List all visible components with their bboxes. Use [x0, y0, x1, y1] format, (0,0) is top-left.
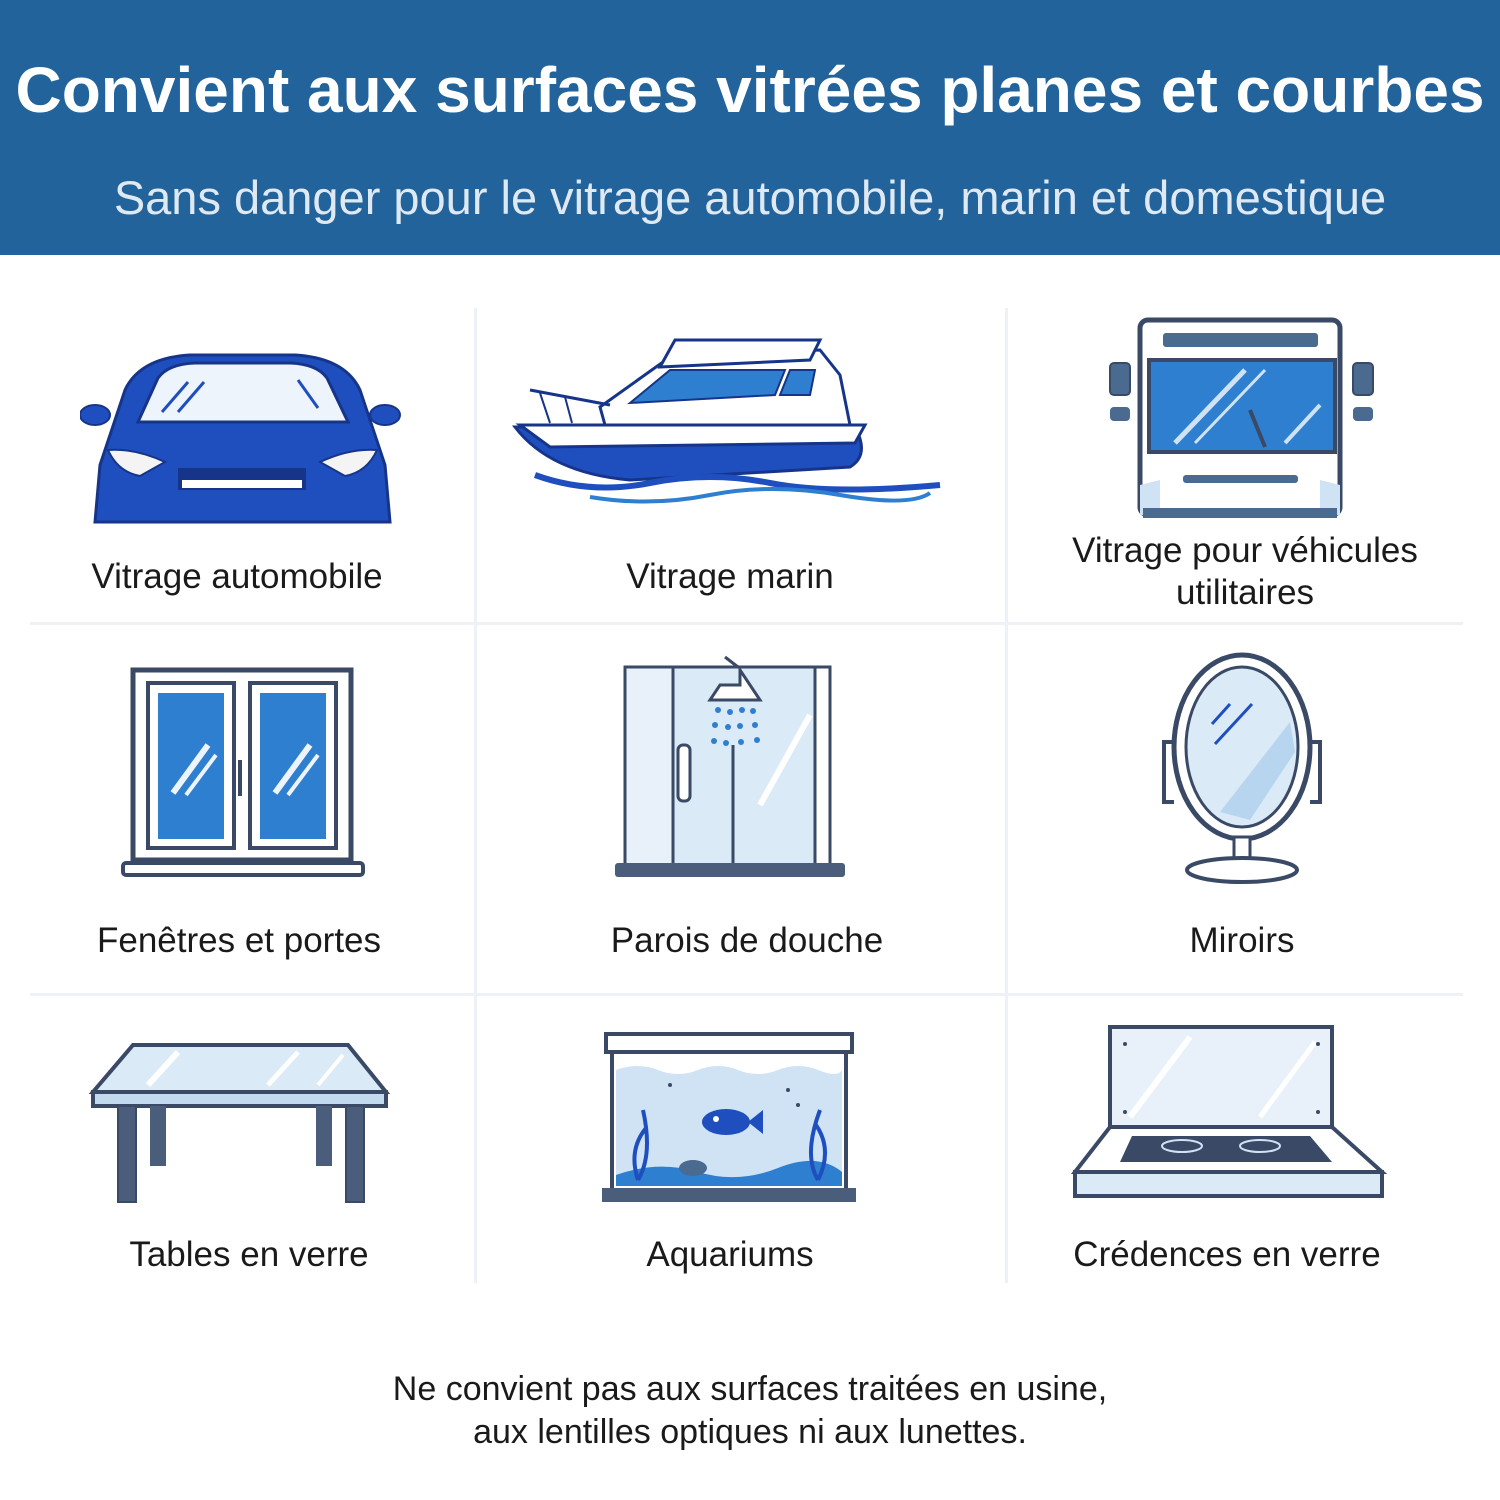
page-title: Convient aux surfaces vitrées planes et courbes	[15, 54, 1485, 126]
item-label: Aquariums	[646, 1235, 814, 1274]
header-banner	[0, 0, 1500, 255]
boat-icon	[510, 335, 950, 510]
window-icon	[118, 665, 368, 880]
page-subtitle: Sans danger pour le vitrage automobile, marin et domestique	[113, 171, 1387, 224]
disclaimer-line: aux lentilles optiques ni aux lunettes.	[473, 1413, 1027, 1451]
aquarium-icon	[598, 1030, 860, 1208]
mirror-icon	[1160, 652, 1325, 887]
grid-divider	[30, 993, 1463, 996]
car-icon	[80, 350, 405, 530]
item-label: Vitrage pour véhicules utilitaires	[1072, 531, 1418, 612]
disclaimer-line: Ne convient pas aux surfaces traitées en usine,	[392, 1370, 1108, 1408]
item-label: Tables en verre	[129, 1235, 369, 1274]
grid-divider	[1005, 308, 1008, 1283]
grid-divider	[30, 622, 1463, 625]
shower-icon	[610, 655, 850, 885]
item-label: Vitrage automobile	[91, 557, 383, 596]
item-label: Fenêtres et portes	[96, 921, 382, 960]
bus-icon	[1105, 315, 1380, 525]
disclaimer-note	[0, 1368, 1500, 1454]
backsplash-icon	[1070, 1022, 1388, 1202]
glass-table-icon	[88, 1040, 393, 1210]
item-label: Miroirs	[1189, 921, 1295, 960]
item-label: Vitrage marin	[626, 557, 834, 596]
grid-divider	[474, 308, 477, 1283]
item-label: Crédences en verre	[1073, 1235, 1381, 1274]
item-label: Parois de douche	[610, 921, 884, 960]
